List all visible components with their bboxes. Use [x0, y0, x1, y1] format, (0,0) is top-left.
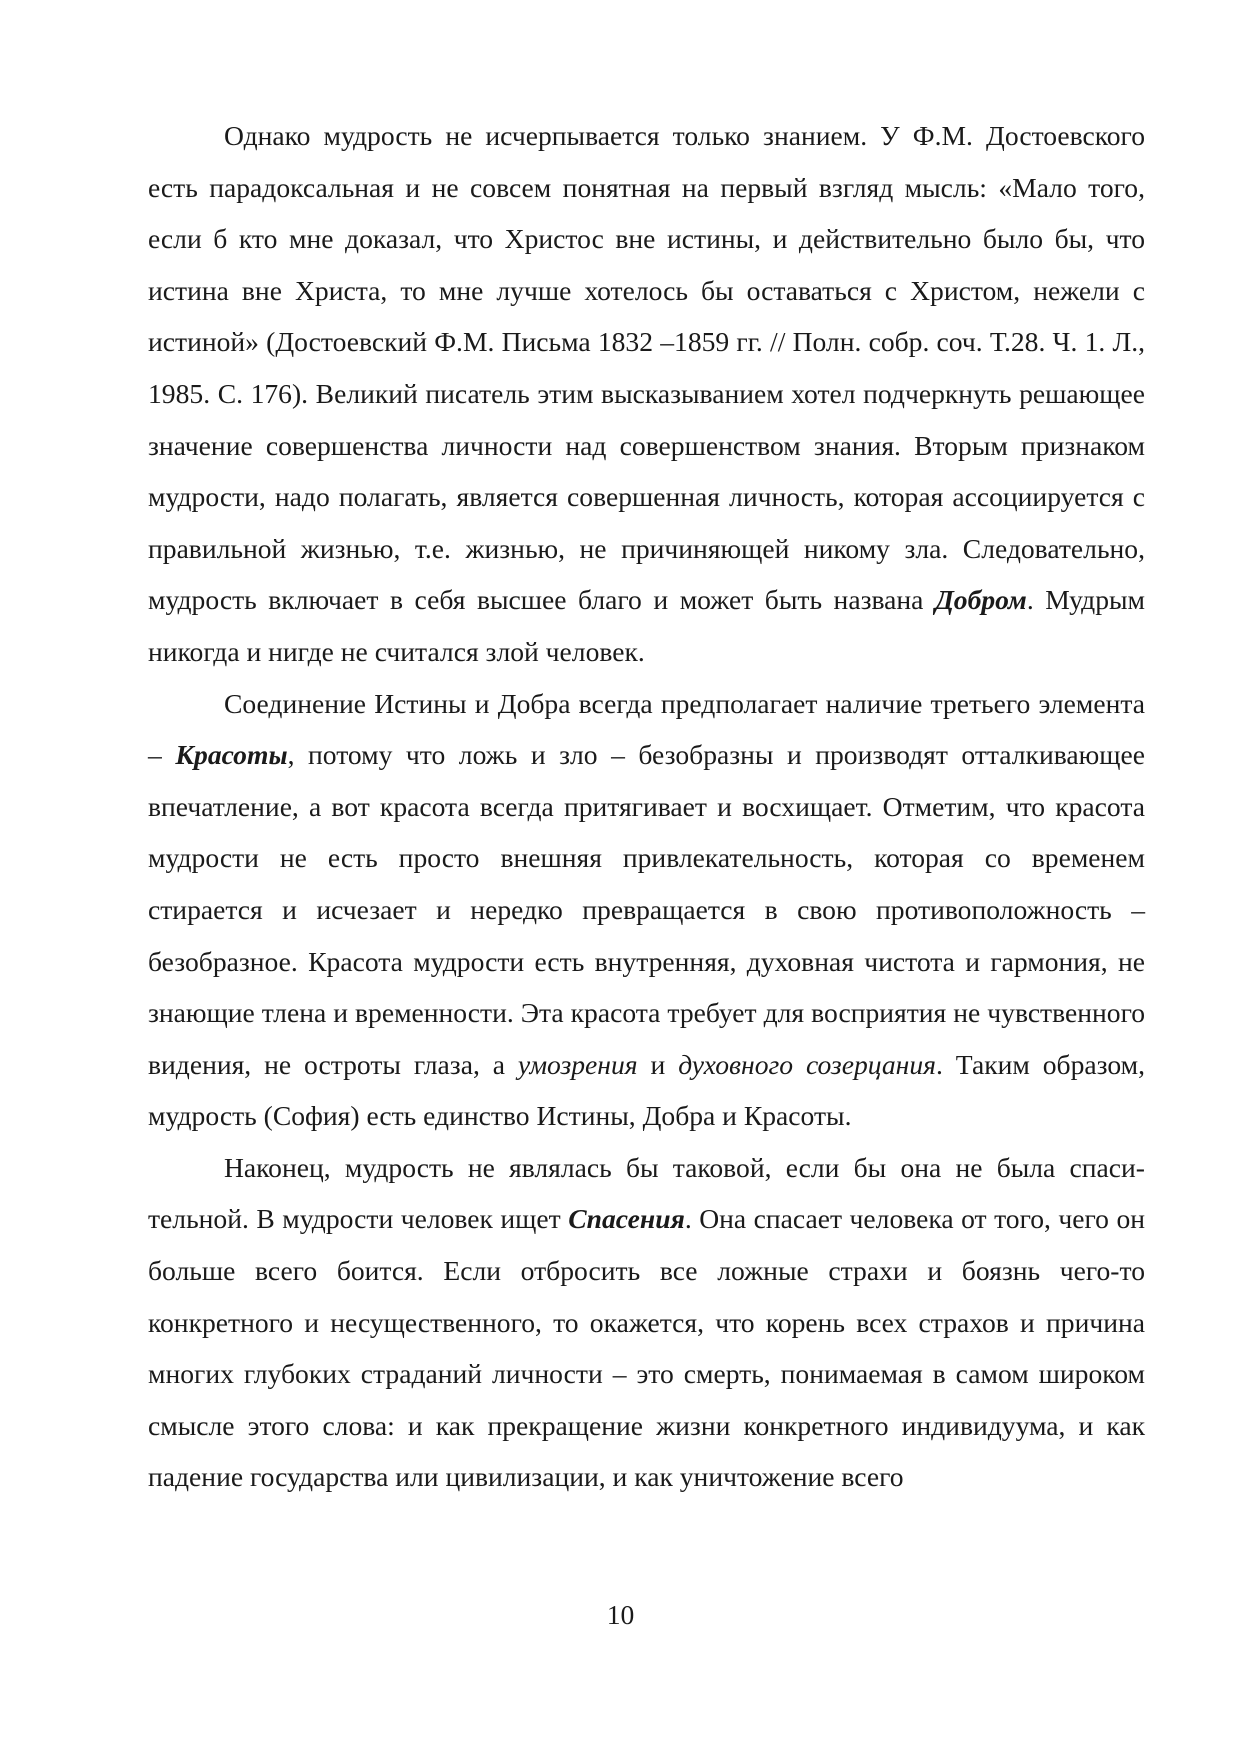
p2-text-b: , потому что ложь и зло – безобразны и производят отталкивающее впечатление, а вот красота всегда притягивает и восхищает. Отметим, что красота мудрости не есть просто внешняя привлекательность, которая со временем стирается и исчезает и нередко превращается в свою противоположность – безобразное. Красота мудрости есть внутренняя, духовная чистота и гармония, не знающие тлена и временности. Эта красота требует для восприятия не чувственного видения, не остроты глаза, а	[148, 739, 1145, 1080]
p2-text-c: и	[637, 1048, 679, 1080]
p3-text-b: . Она спасает человека от того, чего он больше всего боится. Если отбросить все ложные страхи и боязнь чего-то конкретного и несущественного, то окажется, что корень всех страхов и причина многих глубоких страданий личности – это смерть, понимаемая в самом широком смысле этого слова: и как прекращение жизни конкретного индивидуума, и как падение государства или цивилизации, и как уничтожение всего	[148, 1203, 1146, 1493]
p1-text-a: Однако мудрость не исчерпывается только знанием. У Ф.М. Достоевского есть парадоксальная и не совсем понятная на первый взгляд мысль: «Мало того, если б кто мне доказал, что Христос вне истины, и действительно было бы, что истина вне Христа, то мне лучше хотелось бы оставаться с Христом, нежели с истиной» (Достоевский Ф.М. Письма 1832 –1859 гг. // Полн. собр. соч. Т.28. Ч. 1. Л., 1985. С. 176). Великий писатель этим высказыванием хотел подчеркнуть решающее значение совершенства личности над совершенством знания. Вторым признаком мудрости, надо полагать, является совершенная личность, которая ассоциируется с правильной жизнью, т.е. жизнью, не причиняющей никому зла. Следовательно, мудрость включает в себя высшее благо и может быть названа	[148, 120, 1145, 616]
p2-italic-umozreniya: умозрения	[517, 1048, 638, 1080]
page-body	[148, 110, 1145, 1503]
p2-italic-sozertsaniya: духовного созерцания	[678, 1048, 936, 1080]
paragraph-3	[148, 1142, 1145, 1503]
p2-text-d: . Таким образом, мудрость (София) есть единство Истины, Добра и Красоты.	[148, 1048, 1145, 1132]
paragraph-1	[148, 110, 1145, 678]
p2-text-a: Соединение Истины и Добра всегда предполагает наличие третьего элемента –	[148, 687, 1145, 771]
p3-emphasis-spaseniya: Спасения	[568, 1203, 685, 1235]
p1-emphasis-dobrom: Добром	[934, 584, 1027, 616]
paragraph-2	[148, 678, 1145, 1142]
p1-text-b: . Мудрым никогда и нигде не считался злой человек.	[148, 584, 1145, 667]
p2-emphasis-krasoty: Красоты	[175, 739, 288, 771]
page-number: 10	[606, 1599, 635, 1630]
p3-text-a: Наконец, мудрость не являлась бы таковой, если бы она не была спасительной. В мудрости человек ищет	[148, 1151, 1145, 1235]
